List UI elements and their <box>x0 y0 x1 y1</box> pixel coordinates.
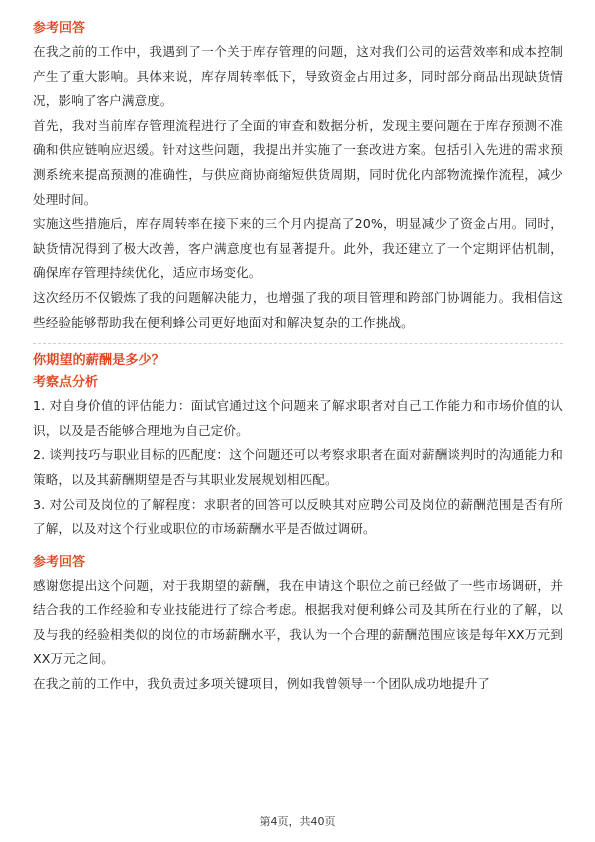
answer-paragraph: 在我之前的工作中，我遇到了一个关于库存管理的问题，这对我们公司的运营效率和成本控制产生了重大影响。具体来说，库存周转率低下，导致资金占用过多，同时部分商品出现缺货情况，影响了客户满意度。 <box>33 44 563 109</box>
page-number: 第4页，共40页 <box>259 815 336 828</box>
analysis-item: 3. 对公司及岗位的了解程度：求职者的回答可以反映其对应聘公司及岗位的薪酬范围是否有所了解，以及对这个行业或职位的市场薪酬水平是否做过调研。 <box>33 496 563 537</box>
answer-paragraph: 首先，我对当前库存管理流程进行了全面的审查和数据分析，发现主要问题在于库存预测不准确和供应链响应迟缓。针对这些问题，我提出并实施了一套改进方案。包括引入先进的需求预测系统来提高预测的准确性，与供应商协商缩短供货周期，同时优化内部物流操作流程，减少处理时间。 <box>33 117 563 207</box>
section-divider <box>33 343 563 344</box>
answer-paragraph: 在我之前的工作中，我负责过多项关键项目，例如我曾领导一个团队成功地提升了 <box>33 676 490 692</box>
analysis-item: 2. 谈判技巧与职业目标的匹配度：这个问题还可以考察求职者在面对薪酬谈判时的沟通能力和策略，以及其薪酬期望是否与其职业发展规划相匹配。 <box>33 447 563 487</box>
document-body <box>33 18 563 697</box>
reference-answer-label: 参考回答 <box>33 21 86 36</box>
analysis-item: 1. 对自身价值的评估能力：面试官通过这个问题来了解求职者对自己工作能力和市场价值的认识，以及是否能够合理地为自己定价。 <box>33 398 563 438</box>
answer-paragraph: 感谢您提出这个问题，对于我期望的薪酬，我在申请这个职位之前已经做了一些市场调研，并结合我的工作经验和专业技能进行了综合考虑。根据我对便利蜂公司及其所在行业的了解，以及与我的经验相类似的岗位的市场薪酬水平，我认为一个合理的薪酬范围应该是每年XX万元到XX万元之间。 <box>33 577 563 667</box>
question-heading: 你期望的薪酬是多少？ <box>33 353 165 369</box>
answer-paragraph: 这次经历不仅锻炼了我的问题解决能力，也增强了我的项目管理和跨部门协调能力。我相信这些经验能够帮助我在便利蜂公司更好地面对和解决复杂的工作挑战。 <box>33 289 563 330</box>
reference-answer-label: 参考回答 <box>33 554 86 570</box>
analysis-label: 考察点分析 <box>33 375 99 391</box>
answer-paragraph: 实施这些措施后，库存周转率在接下来的三个月内提高了20%，明显减少了资金占用。同时，缺货情况得到了极大改善，客户满意度也有显著提升。此外，我还建立了一个定期评估机制，确保库存管理持续优化，适应市场变化。 <box>33 216 563 281</box>
